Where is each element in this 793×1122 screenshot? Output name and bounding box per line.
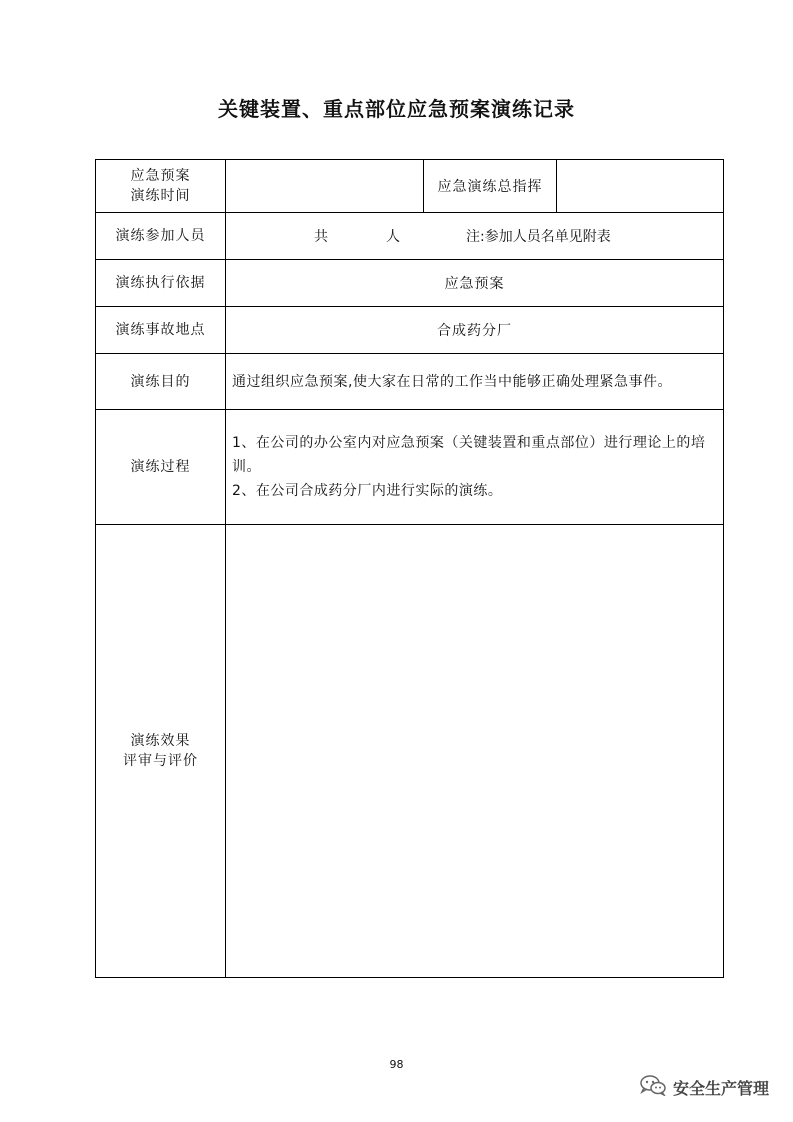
watermark-text: 安全生产管理 (672, 1078, 769, 1098)
commander-label: 应急演练总指挥 (424, 160, 557, 213)
participants-unit: 人 (386, 229, 400, 245)
evaluation-value[interactable] (226, 525, 724, 978)
document-title: 关键装置、重点部位应急预案演练记录 (218, 97, 575, 121)
drill-record-table (95, 159, 724, 978)
wechat-icon (639, 1074, 673, 1100)
drill-time-label-line2: 演练时间 (130, 188, 191, 204)
page-number: 98 (389, 1058, 404, 1071)
process-line-2: 2、在公司合成药分厂内进行实际的演练。 (232, 483, 503, 499)
purpose-label: 演练目的 (96, 354, 226, 410)
evaluation-label-cell (96, 525, 226, 978)
table-row (96, 260, 724, 307)
location-label: 演练事故地点 (96, 307, 226, 354)
purpose-value: 通过组织应急预案,使大家在日常的工作当中能够正确处理紧急事件。 (226, 354, 724, 410)
process-value-cell (226, 410, 724, 525)
participants-value-cell (226, 213, 724, 260)
location-value: 合成药分厂 (226, 307, 724, 354)
table-row (96, 410, 724, 525)
evaluation-label-line1: 演练效果 (130, 733, 191, 749)
process-line-1: 1、在公司的办公室内对应急预案（关键装置和重点部位）进行理论上的培训。 (232, 435, 706, 475)
participants-prefix: 共 (314, 229, 328, 245)
watermark (639, 1074, 769, 1100)
commander-value[interactable] (557, 160, 724, 213)
table-row (96, 213, 724, 260)
table-row (96, 307, 724, 354)
table-row (96, 160, 724, 213)
drill-time-label-cell (96, 160, 226, 213)
basis-label: 演练执行依据 (96, 260, 226, 307)
table-row (96, 525, 724, 978)
table-row (96, 354, 724, 410)
drill-time-value[interactable] (226, 160, 424, 213)
basis-value: 应急预案 (226, 260, 724, 307)
participants-label: 演练参加人员 (96, 213, 226, 260)
process-label: 演练过程 (96, 410, 226, 525)
evaluation-label-line2: 评审与评价 (123, 753, 198, 769)
drill-time-label-line1: 应急预案 (130, 168, 191, 184)
participants-note: 注:参加人员名单见附表 (466, 229, 611, 245)
